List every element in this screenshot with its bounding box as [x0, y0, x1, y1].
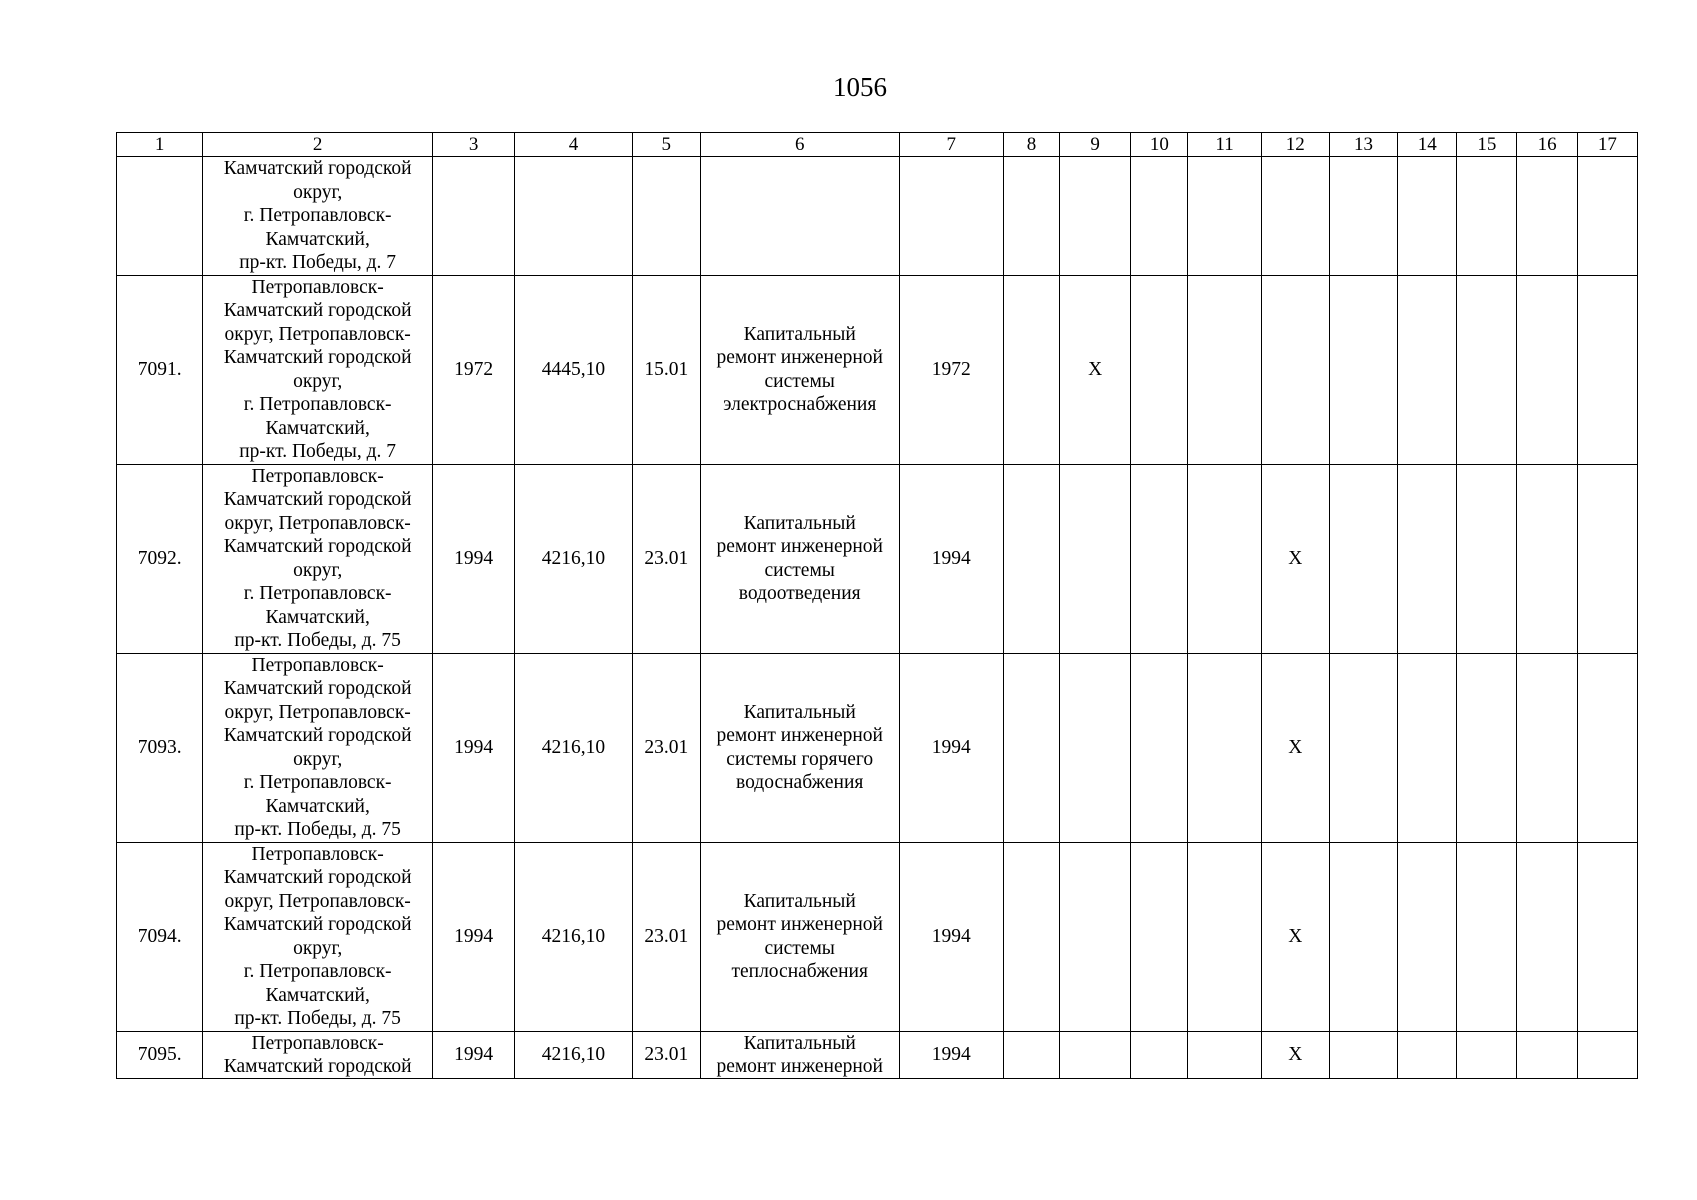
flag-cell-col-9: X	[1060, 275, 1131, 464]
flag-cell-col-13	[1329, 275, 1397, 464]
table-row	[117, 275, 1638, 464]
flag-cell-col-16	[1517, 464, 1577, 653]
flag-cell-col-8	[1003, 464, 1059, 653]
table-body	[117, 157, 1638, 1079]
flag-cell-col-13	[1329, 653, 1397, 842]
area-cell: 4445,10	[515, 275, 632, 464]
flag-cell-col-17	[1577, 464, 1637, 653]
flag-cell-col-11	[1188, 464, 1261, 653]
flag-cell-col-13	[1329, 157, 1397, 276]
work-type-cell: Капитальный ремонт инженерной системы электроснабжения	[700, 275, 899, 464]
flag-cell-col-15	[1457, 653, 1517, 842]
column-header: 14	[1398, 133, 1457, 157]
flag-cell-col-12: X	[1261, 464, 1329, 653]
table-row	[117, 157, 1638, 276]
work-type-cell	[700, 1031, 899, 1078]
work-type-cell: Капитальный ремонт инженерной системы горячего водоснабжения	[700, 653, 899, 842]
table-row	[117, 842, 1638, 1031]
column-header: 13	[1329, 133, 1397, 157]
flag-cell-col-14	[1398, 842, 1457, 1031]
work-code-cell: 23.01	[632, 464, 700, 653]
flag-cell-col-12: X	[1261, 842, 1329, 1031]
flag-cell-col-12: X	[1261, 653, 1329, 842]
flag-cell-col-10	[1131, 464, 1188, 653]
work-type-cell-text: Капитальный ремонт инженерной	[716, 1032, 883, 1077]
flag-cell-col-15	[1457, 275, 1517, 464]
flag-cell-col-11	[1188, 157, 1261, 276]
row-number-cell: 7092.	[117, 464, 203, 653]
flag-cell-col-14	[1398, 464, 1457, 653]
build-year-cell: 1994	[433, 464, 515, 653]
column-header: 16	[1517, 133, 1577, 157]
table-row	[117, 1031, 1638, 1078]
flag-cell-col-11	[1188, 842, 1261, 1031]
flag-cell-col-17	[1577, 157, 1637, 276]
flag-cell-col-8	[1003, 157, 1059, 276]
plan-year-cell: 1994	[899, 653, 1003, 842]
build-year-cell	[433, 157, 515, 276]
page-number: 1056	[833, 72, 887, 102]
flag-cell-col-12: X	[1261, 1031, 1329, 1078]
flag-cell-col-16	[1517, 157, 1577, 276]
plan-year-cell: 1972	[899, 275, 1003, 464]
flag-cell-col-9	[1060, 842, 1131, 1031]
register-table	[116, 132, 1638, 1079]
flag-cell-col-15	[1457, 1031, 1517, 1078]
work-type-cell: Капитальный ремонт инженерной системы водоотведения	[700, 464, 899, 653]
flag-cell-col-8	[1003, 275, 1059, 464]
area-cell: 4216,10	[515, 842, 632, 1031]
work-code-cell	[632, 157, 700, 276]
flag-cell-col-10	[1131, 157, 1188, 276]
address-cell: Камчатский городской округ, г. Петропавловск- Камчатский, пр-кт. Победы, д. 7	[203, 157, 433, 276]
work-type-cell: Капитальный ремонт инженерной системы теплоснабжения	[700, 842, 899, 1031]
flag-cell-col-11	[1188, 275, 1261, 464]
build-year-cell: 1994	[433, 842, 515, 1031]
flag-cell-col-8	[1003, 842, 1059, 1031]
column-header: 12	[1261, 133, 1329, 157]
flag-cell-col-8	[1003, 653, 1059, 842]
row-number-cell: 7095.	[117, 1031, 203, 1078]
build-year-cell: 1972	[433, 275, 515, 464]
table-row	[117, 464, 1638, 653]
flag-cell-col-17	[1577, 653, 1637, 842]
build-year-cell: 1994	[433, 653, 515, 842]
flag-cell-col-16	[1517, 653, 1577, 842]
flag-cell-col-10	[1131, 1031, 1188, 1078]
address-cell: Петропавловск- Камчатский городской округ, Петропавловск- Камчатский городской округ, г. Петропавловск- Камчатский, пр-кт. Победы, д. 75	[203, 464, 433, 653]
flag-cell-col-15	[1457, 157, 1517, 276]
area-cell: 4216,10	[515, 1031, 632, 1078]
address-cell: Петропавловск- Камчатский городской округ, Петропавловск- Камчатский городской округ, г. Петропавловск- Камчатский, пр-кт. Победы, д. 75	[203, 842, 433, 1031]
column-header: 8	[1003, 133, 1059, 157]
column-header: 3	[433, 133, 515, 157]
work-type-cell	[700, 157, 899, 276]
flag-cell-col-15	[1457, 464, 1517, 653]
flag-cell-col-13	[1329, 842, 1397, 1031]
plan-year-cell: 1994	[899, 1031, 1003, 1078]
work-code-cell: 23.01	[632, 653, 700, 842]
flag-cell-col-11	[1188, 653, 1261, 842]
address-cell-text: Петропавловск- Камчатский городской	[223, 1032, 412, 1077]
row-number-cell: 7093.	[117, 653, 203, 842]
table-row	[117, 653, 1638, 842]
plan-year-cell: 1994	[899, 464, 1003, 653]
flag-cell-col-14	[1398, 653, 1457, 842]
flag-cell-col-11	[1188, 1031, 1261, 1078]
work-code-cell: 23.01	[632, 842, 700, 1031]
column-header: 11	[1188, 133, 1261, 157]
flag-cell-col-13	[1329, 464, 1397, 653]
column-header: 17	[1577, 133, 1637, 157]
column-header: 2	[203, 133, 433, 157]
column-header: 6	[700, 133, 899, 157]
flag-cell-col-17	[1577, 842, 1637, 1031]
flag-cell-col-12	[1261, 275, 1329, 464]
flag-cell-col-8	[1003, 1031, 1059, 1078]
flag-cell-col-9	[1060, 1031, 1131, 1078]
flag-cell-col-9	[1060, 464, 1131, 653]
column-header: 9	[1060, 133, 1131, 157]
area-cell: 4216,10	[515, 464, 632, 653]
flag-cell-col-10	[1131, 653, 1188, 842]
column-header: 15	[1457, 133, 1517, 157]
flag-cell-col-14	[1398, 1031, 1457, 1078]
column-header: 4	[515, 133, 632, 157]
column-header: 1	[117, 133, 203, 157]
flag-cell-col-10	[1131, 275, 1188, 464]
row-number-cell	[117, 157, 203, 276]
flag-cell-col-17	[1577, 275, 1637, 464]
column-header: 7	[899, 133, 1003, 157]
row-number-cell: 7094.	[117, 842, 203, 1031]
flag-cell-col-15	[1457, 842, 1517, 1031]
flag-cell-col-10	[1131, 842, 1188, 1031]
flag-cell-col-9	[1060, 653, 1131, 842]
flag-cell-col-17	[1577, 1031, 1637, 1078]
build-year-cell: 1994	[433, 1031, 515, 1078]
flag-cell-col-12	[1261, 157, 1329, 276]
flag-cell-col-16	[1517, 275, 1577, 464]
flag-cell-col-9	[1060, 157, 1131, 276]
area-cell: 4216,10	[515, 653, 632, 842]
flag-cell-col-16	[1517, 1031, 1577, 1078]
row-number-cell: 7091.	[117, 275, 203, 464]
column-header: 5	[632, 133, 700, 157]
flag-cell-col-14	[1398, 157, 1457, 276]
work-code-cell: 15.01	[632, 275, 700, 464]
flag-cell-col-13	[1329, 1031, 1397, 1078]
flag-cell-col-16	[1517, 842, 1577, 1031]
flag-cell-col-14	[1398, 275, 1457, 464]
address-cell: Петропавловск- Камчатский городской округ, Петропавловск- Камчатский городской округ, г. Петропавловск- Камчатский, пр-кт. Победы, д. 75	[203, 653, 433, 842]
address-cell: Петропавловск- Камчатский городской округ, Петропавловск- Камчатский городской округ, г. Петропавловск- Камчатский, пр-кт. Победы, д. 7	[203, 275, 433, 464]
work-code-cell: 23.01	[632, 1031, 700, 1078]
plan-year-cell	[899, 157, 1003, 276]
area-cell	[515, 157, 632, 276]
column-header: 10	[1131, 133, 1188, 157]
address-cell	[203, 1031, 433, 1078]
column-number-row	[117, 133, 1638, 157]
plan-year-cell: 1994	[899, 842, 1003, 1031]
